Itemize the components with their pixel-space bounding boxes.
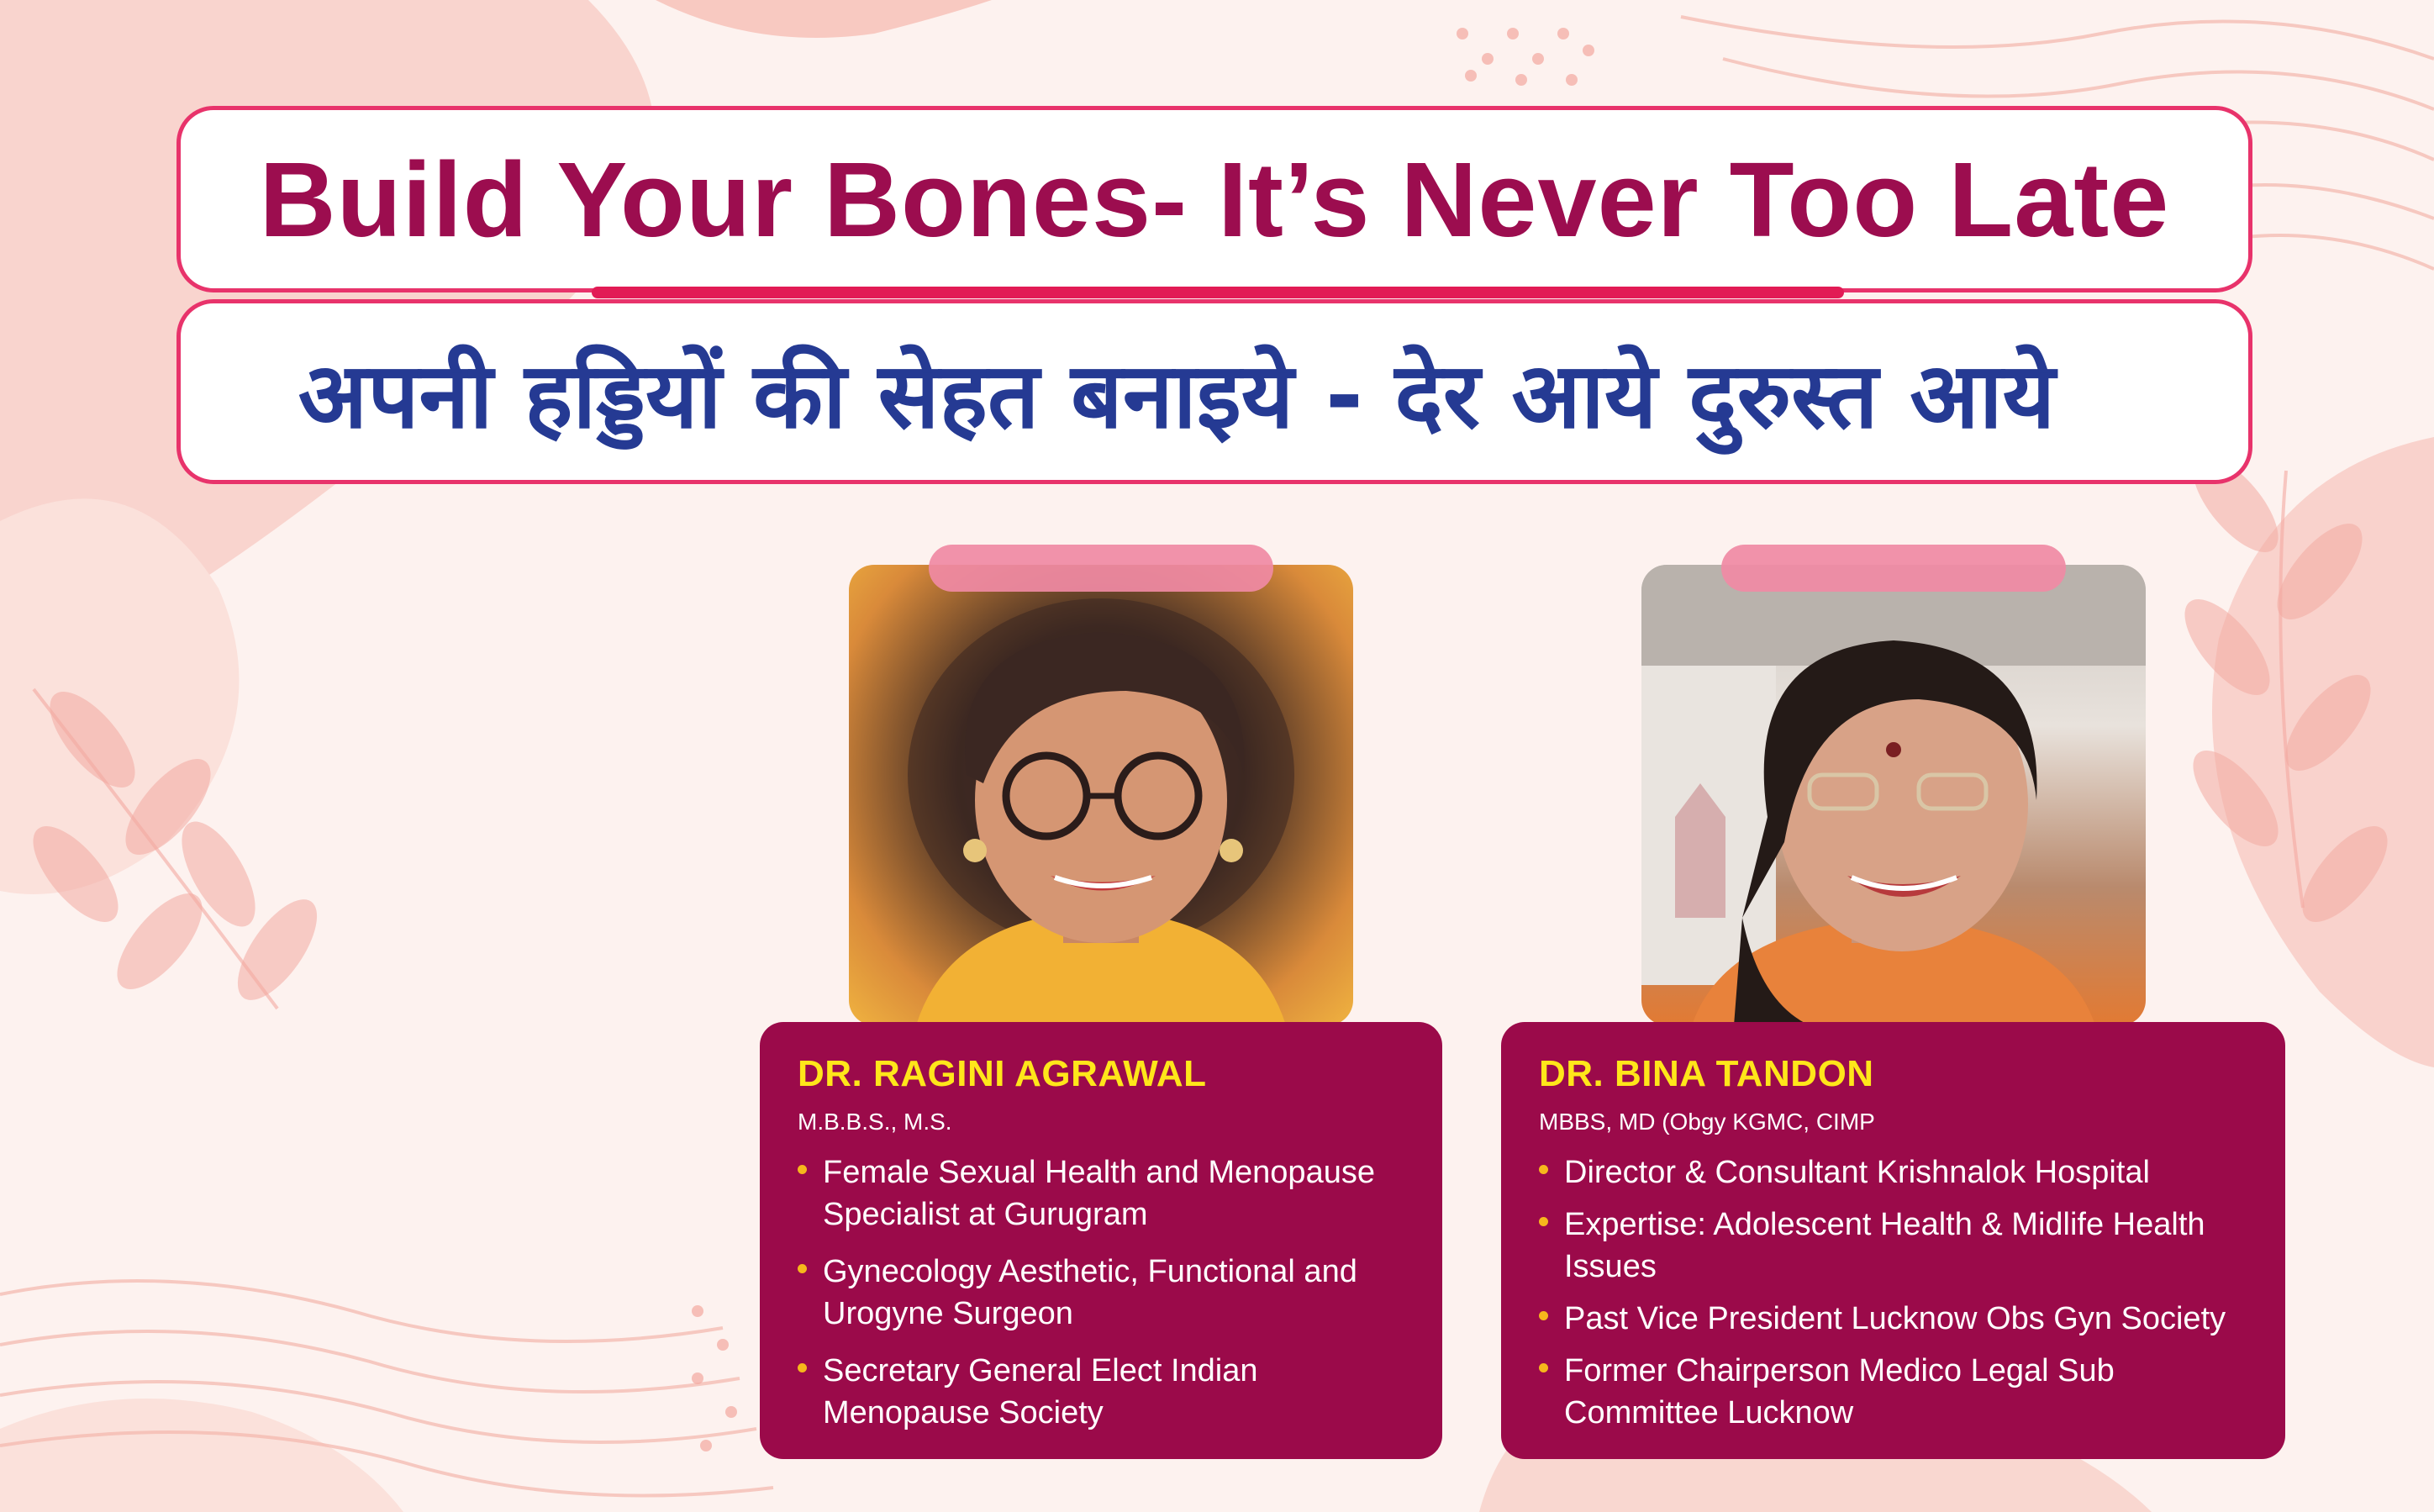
- bullet-dot-icon: [798, 1264, 807, 1273]
- title-divider: [592, 287, 1844, 298]
- bullet-dot-icon: [798, 1165, 807, 1174]
- bullet-dot-icon: [1539, 1165, 1548, 1174]
- list-item: Gynecology Aesthetic, Functional and Urogyne Surgeon: [798, 1251, 1417, 1335]
- bullet-dot-icon: [1539, 1363, 1548, 1372]
- list-item: Past Vice President Lucknow Obs Gyn Society: [1539, 1298, 2260, 1340]
- title-banner-english: [176, 106, 2252, 292]
- speaker-2-qualification: MBBS, MD (Obgy KGMC, CIMP: [1539, 1109, 1875, 1135]
- speaker-1-photo-tab: [929, 545, 1273, 592]
- title-banner-hindi: [176, 299, 2252, 484]
- list-item: Former Chairperson Medico Legal Sub Committee Lucknow: [1539, 1350, 2260, 1434]
- speaker-2-name: DR. BINA TANDON: [1539, 1053, 1874, 1094]
- speaker-1-credentials: [798, 1151, 1417, 1434]
- speaker-2-card: [1501, 1022, 2285, 1459]
- list-item: Expertise: Adolescent Health & Midlife Health Issues: [1539, 1204, 2260, 1288]
- speaker-1-card: [760, 1022, 1442, 1459]
- bullet-dot-icon: [798, 1363, 807, 1372]
- bullet-dot-icon: [1539, 1217, 1548, 1226]
- speaker-2-photo: [1641, 565, 2146, 1025]
- page-subtitle-hindi: अपनी हड्डियों की सेहत बनाइये - देर आये दुरुस्त आये: [298, 343, 2056, 449]
- list-item: Female Sexual Health and Menopause Specialist at Gurugram: [798, 1151, 1417, 1235]
- speaker-2-credentials: [1539, 1151, 2260, 1434]
- speaker-1-qualification: M.B.B.S., M.S.: [798, 1109, 952, 1135]
- page-title: Build Your Bones- It’s Never Too Late: [259, 140, 2170, 259]
- bullet-dot-icon: [1539, 1311, 1548, 1320]
- list-item: Secretary General Elect Indian Menopause Society: [798, 1350, 1417, 1434]
- speaker-1-photo: [849, 565, 1353, 1025]
- list-item: Director & Consultant Krishnalok Hospital: [1539, 1151, 2260, 1193]
- speaker-1-name: DR. RAGINI AGRAWAL: [798, 1053, 1207, 1094]
- speaker-2-photo-tab: [1721, 545, 2066, 592]
